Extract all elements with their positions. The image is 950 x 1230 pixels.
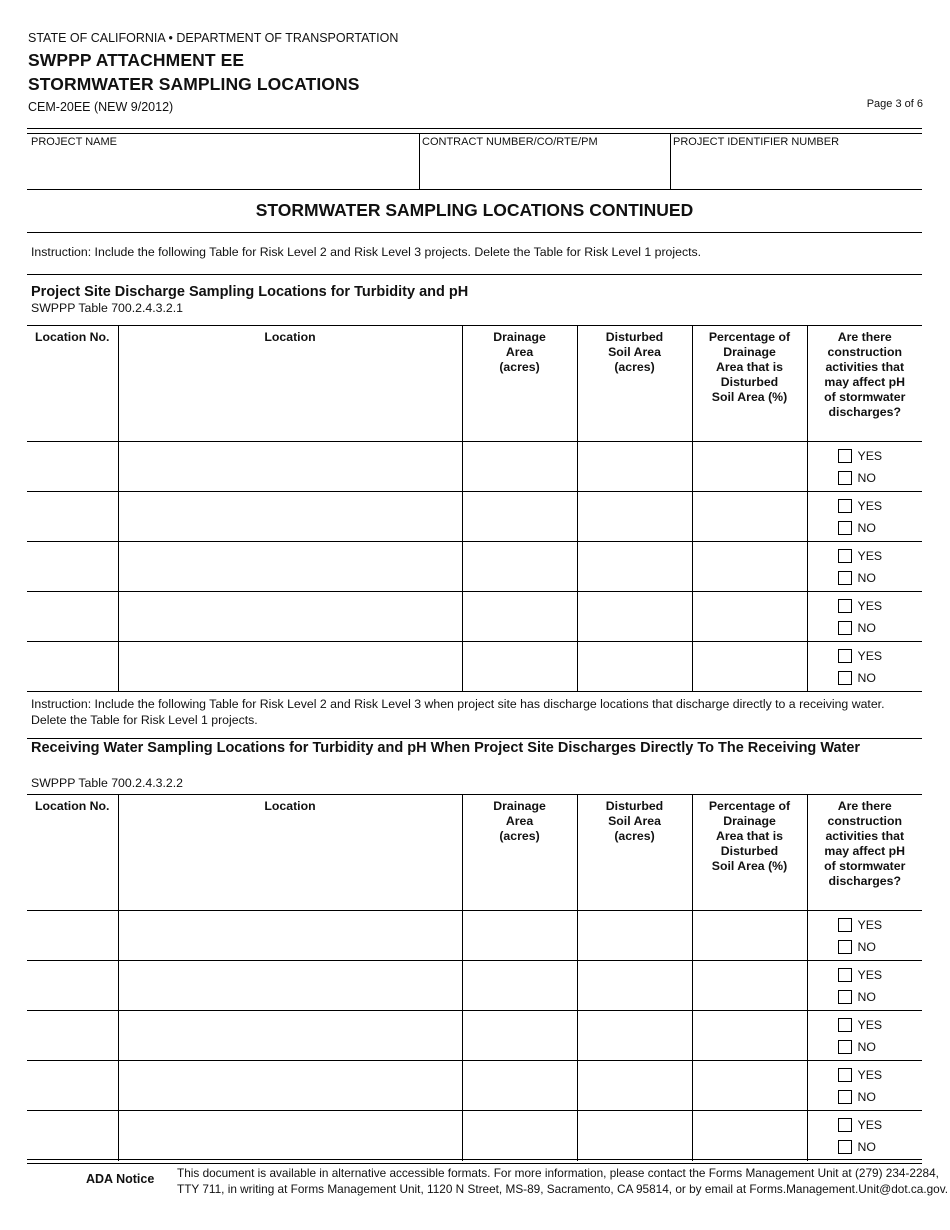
checkbox-no[interactable] [838, 621, 852, 635]
checkbox-yes[interactable] [838, 1068, 852, 1082]
drainage-area-cell[interactable] [462, 592, 577, 642]
location-no-cell[interactable] [27, 1011, 118, 1061]
no-option[interactable] [838, 1139, 923, 1154]
ada-notice-text [177, 1166, 948, 1197]
checkbox-no[interactable] [838, 990, 852, 1004]
yes-option[interactable] [838, 967, 923, 982]
yes-label: YES [857, 498, 883, 513]
percentage-cell[interactable] [692, 911, 807, 961]
checkbox-no[interactable] [838, 471, 852, 485]
contract-number-field[interactable] [421, 151, 668, 187]
field-divider [419, 133, 420, 189]
location-no-cell[interactable] [27, 1061, 118, 1111]
checkbox-yes[interactable] [838, 968, 852, 982]
form-subtitle: STORMWATER SAMPLING LOCATIONS [28, 74, 360, 94]
disturbed-soil-cell[interactable] [577, 642, 692, 692]
percentage-cell[interactable] [692, 1111, 807, 1161]
drainage-area-cell[interactable] [462, 1061, 577, 1111]
table-header-row [27, 795, 922, 911]
table2-reference: SWPPP Table 700.2.4.3.2.2 [31, 776, 183, 790]
checkbox-yes[interactable] [838, 1018, 852, 1032]
location-cell[interactable] [118, 642, 462, 692]
rule [27, 189, 922, 190]
location-no-cell[interactable] [27, 442, 118, 492]
no-label: NO [857, 470, 876, 485]
disturbed-soil-cell[interactable] [577, 1011, 692, 1061]
checkbox-no[interactable] [838, 1090, 852, 1104]
no-option[interactable] [838, 1039, 923, 1054]
percentage-cell[interactable] [692, 642, 807, 692]
page-indicator: Page 3 of 6 [866, 98, 923, 110]
no-option[interactable] [838, 470, 923, 485]
yes-option[interactable] [838, 598, 923, 613]
form-title: SWPPP ATTACHMENT EE [28, 50, 245, 70]
yes-label: YES [857, 1117, 883, 1132]
activities-cell [807, 542, 922, 592]
col-location-no: Location No. [27, 795, 118, 911]
footer-rule-inner [27, 1163, 922, 1164]
drainage-area-cell[interactable] [462, 1111, 577, 1161]
drainage-area-cell[interactable] [462, 911, 577, 961]
no-option[interactable] [838, 939, 923, 954]
drainage-area-cell[interactable] [462, 1011, 577, 1061]
field-divider [670, 133, 671, 189]
location-no-cell[interactable] [27, 911, 118, 961]
table1-reference: SWPPP Table 700.2.4.3.2.1 [31, 301, 183, 315]
table-row [27, 911, 922, 961]
no-label: NO [857, 1139, 876, 1154]
yes-option[interactable] [838, 448, 923, 463]
no-label: NO [857, 520, 876, 535]
no-option[interactable] [838, 620, 923, 635]
checkbox-yes[interactable] [838, 649, 852, 663]
ada-notice-line2: TTY 711, in writing at Forms Management Unit, 1120 N Street, MS-89, Sacramento, CA 95814, or by email at Forms.Management.Unit@dot.ca.gov. [177, 1181, 949, 1196]
percentage-cell[interactable] [692, 492, 807, 542]
disturbed-soil-cell[interactable] [577, 911, 692, 961]
yes-label: YES [857, 917, 883, 932]
disturbed-soil-cell[interactable] [577, 961, 692, 1011]
disturbed-soil-cell[interactable] [577, 592, 692, 642]
checkbox-yes[interactable] [838, 918, 852, 932]
yes-option[interactable] [838, 648, 923, 663]
yes-option[interactable] [838, 1017, 923, 1032]
no-option[interactable] [838, 520, 923, 535]
location-cell[interactable] [118, 1061, 462, 1111]
project-name-label: PROJECT NAME [31, 136, 117, 148]
section-title: STORMWATER SAMPLING LOCATIONS CONTINUED [255, 200, 694, 220]
checkbox-yes[interactable] [838, 1118, 852, 1132]
agency-line: STATE OF CALIFORNIA • DEPARTMENT OF TRANSPORTATION [28, 31, 399, 45]
rule [27, 232, 922, 233]
no-label: NO [857, 989, 876, 1004]
checkbox-no[interactable] [838, 940, 852, 954]
no-label: NO [857, 620, 876, 635]
project-identifier-field[interactable] [672, 151, 920, 187]
percentage-cell[interactable] [692, 442, 807, 492]
col-disturbed-soil-area: Disturbed Soil Area (acres) [577, 795, 692, 911]
instruction-text: Instruction: Include the following Table for Risk Level 2 and Risk Level 3 projects. Delete the Table for Risk Level 1 projects. [31, 245, 702, 259]
location-cell[interactable] [118, 542, 462, 592]
activities-cell [807, 1061, 922, 1111]
drainage-area-cell[interactable] [462, 492, 577, 542]
header-rule [27, 128, 922, 129]
location-cell[interactable] [118, 1011, 462, 1061]
sampling-table-1 [27, 325, 922, 692]
yes-label: YES [857, 448, 883, 463]
yes-option[interactable] [838, 1067, 923, 1082]
table-row [27, 1111, 922, 1161]
location-no-cell[interactable] [27, 1111, 118, 1161]
header-rule-inner [27, 133, 922, 134]
location-cell[interactable] [118, 442, 462, 492]
yes-option[interactable] [838, 548, 923, 563]
activities-cell [807, 1111, 922, 1161]
form-number: CEM-20EE (NEW 9/2012) [28, 100, 174, 114]
col-location: Location [118, 795, 462, 911]
col-disturbed-soil-area: Disturbed Soil Area (acres) [577, 326, 692, 442]
checkbox-no[interactable] [838, 1140, 852, 1154]
activities-cell [807, 492, 922, 542]
yes-label: YES [857, 1067, 883, 1082]
drainage-area-cell[interactable] [462, 961, 577, 1011]
checkbox-no[interactable] [838, 521, 852, 535]
checkbox-no[interactable] [838, 571, 852, 585]
contract-number-label: CONTRACT NUMBER/CO/RTE/PM [422, 136, 598, 148]
footer-rule [27, 1159, 922, 1160]
disturbed-soil-cell[interactable] [577, 442, 692, 492]
table-row [27, 1011, 922, 1061]
checkbox-yes[interactable] [838, 599, 852, 613]
no-option[interactable] [838, 1089, 923, 1104]
location-no-cell[interactable] [27, 961, 118, 1011]
no-option[interactable] [838, 670, 923, 685]
no-label: NO [857, 939, 876, 954]
percentage-cell[interactable] [692, 1011, 807, 1061]
location-no-cell[interactable] [27, 592, 118, 642]
location-cell[interactable] [118, 961, 462, 1011]
sampling-table-2 [27, 794, 922, 1161]
checkbox-yes[interactable] [838, 449, 852, 463]
table-row [27, 642, 922, 692]
disturbed-soil-cell[interactable] [577, 492, 692, 542]
project-identifier-label: PROJECT IDENTIFIER NUMBER [673, 136, 840, 148]
col-drainage-area: Drainage Area (acres) [462, 795, 577, 911]
activities-cell [807, 961, 922, 1011]
yes-label: YES [857, 598, 883, 613]
ada-notice-label: ADA Notice [86, 1172, 155, 1186]
table-row [27, 1061, 922, 1111]
col-drainage-area: Drainage Area (acres) [462, 326, 577, 442]
location-cell[interactable] [118, 911, 462, 961]
yes-option[interactable] [838, 917, 923, 932]
table1-title: Project Site Discharge Sampling Locations for Turbidity and pH [31, 284, 469, 300]
activities-cell [807, 642, 922, 692]
activities-cell [807, 592, 922, 642]
disturbed-soil-cell[interactable] [577, 542, 692, 592]
project-name-field[interactable] [29, 151, 417, 187]
location-no-cell[interactable] [27, 642, 118, 692]
activities-cell [807, 911, 922, 961]
col-location: Location [118, 326, 462, 442]
percentage-cell[interactable] [692, 1061, 807, 1111]
table-row [27, 542, 922, 592]
table-row [27, 592, 922, 642]
disturbed-soil-cell[interactable] [577, 1061, 692, 1111]
checkbox-yes[interactable] [838, 549, 852, 563]
no-label: NO [857, 570, 876, 585]
col-construction-activities: Are there construction activities that may affect pH of stormwater discharges? [807, 326, 922, 442]
no-option[interactable] [838, 989, 923, 1004]
checkbox-no[interactable] [838, 671, 852, 685]
location-cell[interactable] [118, 1111, 462, 1161]
yes-label: YES [857, 648, 883, 663]
drainage-area-cell[interactable] [462, 642, 577, 692]
drainage-area-cell[interactable] [462, 442, 577, 492]
yes-option[interactable] [838, 1117, 923, 1132]
table-header-row [27, 326, 922, 442]
activities-cell [807, 442, 922, 492]
checkbox-no[interactable] [838, 1040, 852, 1054]
table-row [27, 961, 922, 1011]
col-percentage-disturbed: Percentage of Drainage Area that is Disturbed Soil Area (%) [692, 795, 807, 911]
no-label: NO [857, 1039, 876, 1054]
yes-option[interactable] [838, 498, 923, 513]
no-label: NO [857, 1089, 876, 1104]
no-label: NO [857, 670, 876, 685]
checkbox-yes[interactable] [838, 499, 852, 513]
disturbed-soil-cell[interactable] [577, 1111, 692, 1161]
no-option[interactable] [838, 570, 923, 585]
yes-label: YES [857, 967, 883, 982]
location-no-cell[interactable] [27, 492, 118, 542]
table-row [27, 442, 922, 492]
col-construction-activities: Are there construction activities that may affect pH of stormwater discharges? [807, 795, 922, 911]
percentage-cell[interactable] [692, 542, 807, 592]
location-cell[interactable] [118, 492, 462, 542]
percentage-cell[interactable] [692, 961, 807, 1011]
instruction-text: Instruction: Include the following Table for Risk Level 2 and Risk Level 3 when project site has discharge locations that discharge directly to a receiving water. Delete the Table for Risk Level 1 projects. [31, 697, 885, 727]
location-no-cell[interactable] [27, 542, 118, 592]
drainage-area-cell[interactable] [462, 542, 577, 592]
yes-label: YES [857, 548, 883, 563]
table-row [27, 492, 922, 542]
location-cell[interactable] [118, 592, 462, 642]
col-location-no: Location No. [27, 326, 118, 442]
ada-notice-line1: This document is available in alternative accessible formats. For more information, please contact the Forms Management Unit at (279) 234-2284, [177, 1166, 939, 1180]
table2-title: Receiving Water Sampling Locations for Turbidity and pH When Project Site Discharges Directly To The Receiving Water [31, 740, 861, 756]
percentage-cell[interactable] [692, 592, 807, 642]
rule [27, 274, 922, 275]
yes-label: YES [857, 1017, 883, 1032]
activities-cell [807, 1011, 922, 1061]
col-percentage-disturbed: Percentage of Drainage Area that is Disturbed Soil Area (%) [692, 326, 807, 442]
